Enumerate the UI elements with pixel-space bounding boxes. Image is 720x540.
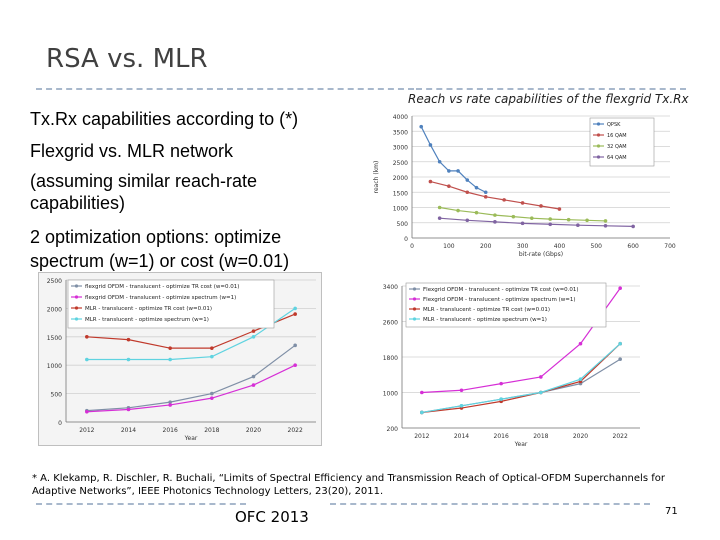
page-number: 71 [665, 506, 678, 517]
data-point [618, 357, 622, 361]
data-point [210, 396, 214, 400]
data-point [465, 178, 469, 182]
data-point [293, 344, 297, 348]
data-point [548, 222, 552, 226]
x-tick-label: 400 [553, 243, 566, 250]
y-tick-label: 1500 [392, 190, 408, 198]
data-point [493, 213, 497, 217]
x-tick-label: 100 [443, 243, 455, 250]
x-tick-label: 2012 [414, 433, 430, 440]
data-point [460, 388, 464, 392]
data-point [499, 382, 503, 386]
data-point [85, 335, 89, 339]
x-tick-label: 2022 [287, 427, 303, 434]
footer-divider-right [330, 503, 650, 505]
x-tick-label: 2020 [245, 427, 262, 434]
y-tick-label: 1500 [46, 334, 62, 342]
data-point [438, 216, 442, 220]
x-tick-label: 2018 [533, 433, 549, 440]
legend-label: MLR - translucent - optimize spectrum (w=1) [423, 317, 547, 323]
bullet-optimization-line1: 2 optimization options: optimize [30, 227, 282, 247]
x-axis-label: Year [514, 441, 528, 448]
y-axis-label: reach (km) [373, 160, 380, 194]
data-point [210, 346, 214, 350]
data-point [521, 222, 525, 226]
y-tick-label: 200 [386, 426, 398, 433]
data-point [420, 391, 424, 395]
data-point [558, 207, 562, 211]
x-tick-label: 0 [410, 243, 414, 250]
y-tick-label: 2500 [392, 159, 408, 167]
legend-marker [597, 122, 600, 125]
data-point [293, 312, 297, 316]
x-tick-label: 2018 [204, 427, 220, 434]
title-divider-right [416, 88, 686, 90]
x-axis-label: bit-rate (Gbps) [518, 251, 564, 258]
legend-marker [75, 284, 78, 287]
legend-label: 16 QAM [607, 133, 627, 139]
data-point [539, 204, 543, 208]
data-point [252, 329, 256, 333]
data-point [530, 216, 534, 220]
legend-label: MLR - translucent - optimize spectrum (w=1) [85, 317, 209, 323]
legend-marker [75, 306, 78, 309]
y-tick-label: 500 [396, 220, 408, 228]
data-point [127, 338, 131, 342]
x-tick-label: 2022 [612, 433, 628, 440]
data-point [168, 358, 172, 362]
data-point [127, 358, 131, 362]
footer-divider-left [36, 503, 246, 505]
data-point [502, 198, 506, 202]
x-tick-label: 2016 [493, 433, 509, 440]
series-line-3 [440, 208, 606, 221]
data-point [419, 125, 423, 129]
y-tick-label: 4000 [392, 114, 408, 121]
data-point [293, 363, 297, 367]
data-point [604, 224, 608, 228]
x-axis-label: Year [184, 435, 198, 442]
legend-label: 32 QAM [607, 144, 627, 150]
data-point [293, 307, 297, 311]
y-tick-label: 2500 [46, 278, 62, 285]
legend-label: Flexgrid OFDM - translucent - optimize spectrum (w=1) [423, 297, 576, 303]
title-divider [36, 88, 414, 90]
data-point [475, 186, 479, 190]
data-point [576, 223, 580, 227]
y-tick-label: 1000 [46, 363, 62, 371]
legend-label: MLR - translucent - optimize TR cost (w=0.01) [423, 307, 550, 313]
data-point [168, 403, 172, 407]
x-tick-label: 200 [479, 243, 492, 250]
legend-label: MLR - translucent - optimize TR cost (w=0.01) [85, 306, 212, 312]
data-point [252, 335, 256, 339]
y-tick-label: 0 [58, 420, 62, 427]
footnote [32, 472, 712, 498]
data-point [475, 211, 479, 215]
y-tick-label: 1000 [382, 390, 398, 398]
spectrum-vs-year-chart [372, 278, 648, 454]
x-tick-label: 2012 [79, 427, 95, 434]
x-tick-label: 300 [516, 243, 529, 250]
data-point [447, 184, 451, 188]
data-point [85, 410, 89, 414]
data-point [484, 190, 488, 194]
data-point [548, 217, 552, 221]
y-tick-label: 3500 [392, 129, 408, 137]
data-point [512, 215, 516, 219]
y-tick-label: 3000 [392, 144, 408, 152]
reach-rate-caption: Reach vs rate capabilities of the flexgrid Tx.Rx [408, 92, 689, 106]
data-point [429, 180, 433, 184]
legend-label: Flexgrid OFDM - translucent - optimize TR cost (w=0.01) [423, 287, 579, 293]
data-point [521, 201, 525, 205]
bullet-assuming-line1: (assuming similar reach-rate [30, 171, 258, 191]
x-tick-label: 2014 [453, 433, 470, 440]
data-point [484, 195, 488, 199]
legend-label: QPSK [607, 122, 621, 128]
legend-marker [413, 287, 416, 290]
data-point [456, 209, 460, 213]
y-tick-label: 500 [50, 391, 62, 399]
data-point [465, 190, 469, 194]
x-tick-label: 600 [627, 243, 639, 250]
data-point [210, 355, 214, 359]
data-point [85, 358, 89, 362]
footnote-line-1: * A. Klekamp, R. Dischler, R. Buchali, “Limits of Spectral Efficiency and Transmission Reach of Optical-OFDM Superchannels for [32, 473, 665, 484]
bullet-flexgrid-vs-mlr: Flexgrid vs. MLR network [30, 141, 234, 161]
x-tick-label: 2020 [572, 433, 589, 440]
data-point [539, 375, 543, 379]
y-tick-label: 2000 [46, 306, 62, 314]
legend-marker [75, 295, 78, 298]
data-point [579, 377, 583, 381]
data-point [585, 219, 589, 223]
legend-marker [413, 307, 416, 310]
data-point [618, 342, 622, 346]
legend-marker [597, 155, 600, 158]
data-point [438, 206, 442, 210]
y-tick-label: 1000 [392, 205, 408, 213]
legend-label: flexgrid OFDM - translucent - optimize TR cost (w=0.01) [85, 284, 240, 290]
slide-title: RSA vs. MLR [46, 44, 208, 74]
legend-marker [413, 317, 416, 320]
data-point [252, 375, 256, 379]
y-tick-label: 1800 [382, 355, 398, 362]
data-point [539, 391, 543, 395]
data-point [618, 286, 622, 290]
data-point [456, 169, 460, 173]
data-point [631, 225, 635, 229]
data-point [465, 219, 469, 223]
series-line-1 [422, 359, 620, 412]
data-point [429, 143, 433, 147]
data-point [604, 219, 608, 223]
x-tick-label: 500 [590, 243, 603, 250]
data-point [127, 408, 131, 412]
data-point [168, 346, 172, 350]
legend-label: flexgrid OFDM - translucent - optimize spectrum (w=1) [85, 295, 237, 301]
data-point [420, 411, 424, 415]
x-tick-label: 2014 [120, 427, 137, 434]
cost-vs-year-chart [38, 272, 322, 446]
legend-marker [75, 317, 78, 320]
data-point [447, 169, 451, 173]
y-tick-label: 3400 [382, 284, 398, 291]
bullet-assuming-line2: capabilities) [30, 193, 126, 213]
y-tick-label: 0 [404, 236, 408, 243]
footnote-line-2: Adaptive Networks”, IEEE Photonics Technology Letters, 23(20), 2011. [32, 486, 384, 497]
x-tick-label: 2016 [162, 427, 178, 434]
data-point [567, 218, 571, 222]
legend-marker [413, 297, 416, 300]
reach-rate-chart [370, 108, 690, 272]
bullet-optimization-line2: spectrum (w=1) or cost (w=0.01) [30, 251, 290, 271]
y-tick-label: 2000 [392, 175, 408, 182]
data-point [438, 160, 442, 164]
legend-marker [597, 133, 600, 136]
conference-label: OFC 2013 [235, 508, 309, 526]
bullet-capabilities: Tx.Rx capabilities according to (*) [30, 109, 299, 129]
data-point [460, 404, 464, 408]
data-point [579, 342, 583, 346]
data-point [499, 397, 503, 401]
x-tick-label: 700 [664, 243, 676, 250]
legend-marker [597, 144, 600, 147]
data-point [493, 220, 497, 224]
y-tick-label: 2600 [382, 319, 398, 327]
data-point [210, 392, 214, 396]
data-point [252, 383, 256, 387]
legend-label: 64 QAM [607, 155, 627, 161]
